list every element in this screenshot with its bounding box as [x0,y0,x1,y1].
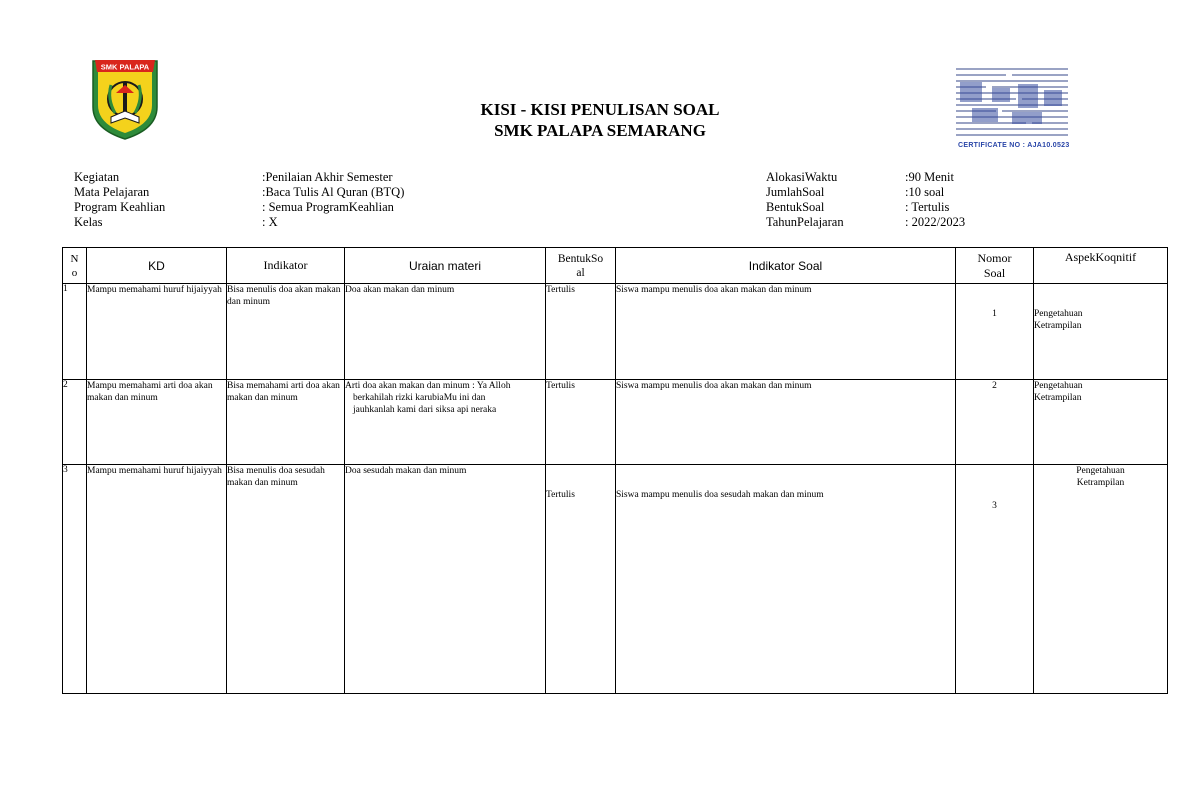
row-bentuk: Tertulis [546,284,616,380]
info-value-kelas: : X [262,215,278,229]
row-nomor: 1 [956,284,1034,380]
info-label-mata-pelajaran: Mata Pelajaran [74,185,150,199]
header-aspek-kognitif: AspekKoqnitif [1034,248,1168,284]
info-label-alokasi-waktu: AlokasiWaktu [766,170,838,184]
info-label-kelas: Kelas [74,215,103,229]
row-no: 3 [63,465,87,694]
info-label-kegiatan: Kegiatan [74,170,120,184]
row-indikator-soal: Siswa mampu menulis doa akan makan dan minum [616,284,956,380]
row-nomor: 3 [956,465,1034,694]
row-uraian: Doa akan makan dan minum [345,284,546,380]
info-label-jumlah-soal: JumlahSoal [766,185,825,199]
info-right-labels [766,170,844,230]
info-right-values [905,170,965,230]
info-label-bentuk-soal: BentukSoal [766,200,825,214]
row-kd: Mampu memahami huruf hijaiyyah [87,284,227,380]
info-value-jumlah-soal: :10 soal [905,185,945,199]
header-bentuk-soal: BentukSo al [546,248,616,284]
row-indikator-soal: Siswa mampu menulis doa akan makan dan minum [616,380,956,465]
row-uraian: Doa sesudah makan dan minum [345,465,546,694]
row-indikator: Bisa menulis doa sesudah makan dan minum [227,465,345,694]
header-indikator-soal: Indikator Soal [616,248,956,284]
row-kd: Mampu memahami huruf hijaiyyah [87,465,227,694]
row-indikator: Bisa menulis doa akan makan dan minum [227,284,345,380]
document-subtitle: SMK PALAPA SEMARANG [494,121,706,140]
table-row [63,380,1168,465]
row-aspek: Pengetahuan Ketrampilan [1034,380,1168,465]
info-value-program-keahlian: : Semua ProgramKeahlian [262,200,394,214]
row-kd: Mampu memahami arti doa akan makan dan minum [87,380,227,465]
row-bentuk: Tertulis [546,380,616,465]
info-left-values [262,170,404,230]
row-nomor: 2 [956,380,1034,465]
table-row [63,284,1168,380]
table-header-row [63,248,1168,284]
certificate-pattern-icon [952,64,1072,140]
header-nomor-soal: Nomor Soal [956,248,1034,284]
document-title: KISI - KISI PENULISAN SOAL [480,100,720,119]
header-no: N o [63,248,87,284]
info-value-mata-pelajaran: :Baca Tulis Al Quran (BTQ) [262,185,405,199]
row-indikator-soal: Siswa mampu menulis doa sesudah makan dan minum [616,465,956,694]
kisi-table [62,247,1168,694]
certificate-badge [952,64,1072,158]
info-value-tahun-pelajaran: : 2022/2023 [905,215,966,229]
table-row [63,465,1168,694]
info-value-alokasi-waktu: :90 Menit [905,170,954,184]
row-aspek: Pengetahuan Ketrampilan [1034,465,1168,694]
row-bentuk: Tertulis [546,465,616,694]
certificate-number: CERTIFICATE NO : AJA10.0523 [958,142,1070,149]
row-uraian: Arti doa akan makan dan minum : Ya Alloh berkahilah rizki karubiaMu ini dan jauhkanlah kami dari siksa api neraka [345,380,546,465]
row-no: 2 [63,380,87,465]
row-indikator: Bisa memahami arti doa akan makan dan minum [227,380,345,465]
info-value-kegiatan: :Penilaian Akhir Semester [262,170,393,184]
header-uraian: Uraian materi [345,248,546,284]
header-kd: KD [87,248,227,284]
info-left-labels [74,170,165,230]
row-no: 1 [63,284,87,380]
logo-text: SMK PALAPA [100,62,150,72]
info-label-tahun-pelajaran: TahunPelajaran [766,215,844,229]
info-value-bentuk-soal: : Tertulis [905,200,950,214]
school-logo [89,55,161,141]
info-label-program-keahlian: Program Keahlian [74,200,166,214]
header-indikator: Indikator [227,248,345,284]
row-aspek: Pengetahuan Ketrampilan [1034,284,1168,380]
